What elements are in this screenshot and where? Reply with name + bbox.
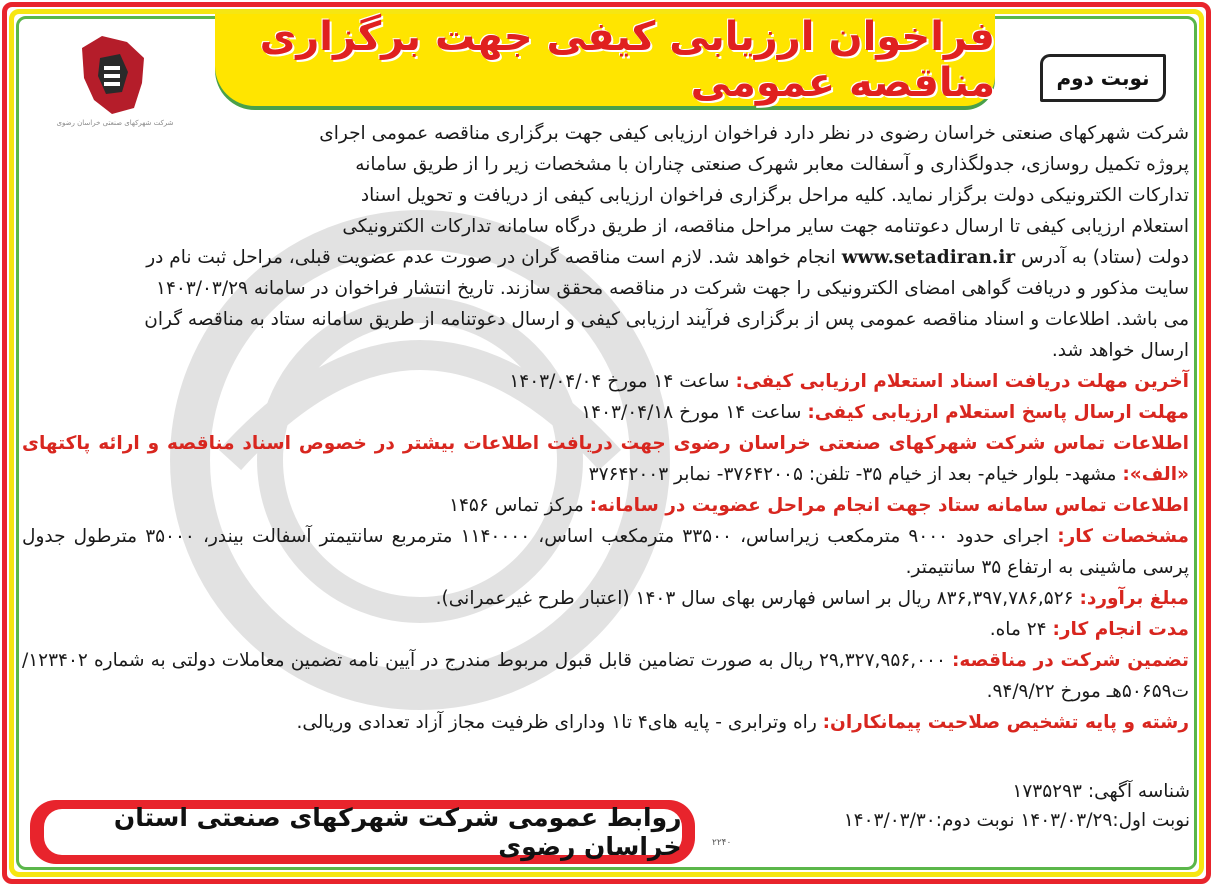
ad-id: شناسه آگهی: ۱۷۳۵۲۹۳: [1012, 781, 1190, 802]
item-label: رشته و پایه تشخیص صلاحیت پیمانکاران:: [822, 712, 1189, 733]
body-line: سایت مذکور و دریافت گواهی امضای الکترونیکی را جهت شرکت در مناقصه محقق سازند. تاریخ انتشار فراخوان در سامانه ۱۴۰۳/۰۳/۲۹: [156, 278, 1189, 299]
footer-banner-text: روابط عمومی شرکت شهرکهای صنعتی استان خراسان رضوی: [44, 809, 682, 855]
item-value: راه وترابری - پایه های۴ تا۱ ودارای ظرفیت مجاز آزاد تعدادی وریالی.: [296, 712, 817, 733]
item-value: اجرای حدود ۹۰۰۰ مترمکعب زیراساس، ۳۳۵۰۰ مترمکعب اساس، ۱۱۴۰۰۰۰ مترمربع سانتیمتر آسفالت بیندر، ۳۵۰۰۰ مترطول جدول پرسی ماشینی به ارتفاع ۳۵ سانتیمتر.: [22, 526, 1189, 578]
item-label: اطلاعات تماس سامانه ستاد جهت انجام مراحل عضویت در سامانه:: [589, 495, 1189, 516]
intro-line: پروژه تکمیل روسازی، جدولگذاری و آسفالت معابر شهرک صنعتی چناران با مشخصات زیر را از طریق سامانه: [355, 154, 1189, 175]
intro-line: تدارکات الکترونیکی دولت برگزار نماید. کلیه مراحل برگزاری فراخوان ارزیابی کیفی از دریافت و تحویل اسناد: [360, 185, 1189, 206]
item-response-deadline: [22, 397, 1189, 428]
item-work-specs: [22, 521, 1189, 583]
item-doc-deadline: [22, 366, 1189, 397]
announcement-body: [22, 118, 1189, 808]
setad-line-before: دولت (ستاد) به آدرس: [1021, 247, 1189, 268]
intro-paragraph: [222, 118, 1189, 242]
round-badge: نوبت دوم: [1040, 54, 1166, 102]
item-qualification: [22, 707, 1189, 738]
setad-url-link[interactable]: www.setadiran.ir: [841, 247, 1016, 268]
item-label: اطلاعات تماس شرکت شهرکهای صنعتی خراسان رضوی جهت دریافت اطلاعات بیشتر در خصوص اسناد مناقصه و ارائه پاکتهای «الف»:: [22, 433, 1189, 485]
item-value: ساعت ۱۴ مورخ ۱۴۰۳/۰۴/۰۴: [509, 371, 730, 392]
item-label: مبلغ برآورد:: [1079, 588, 1189, 609]
footer-info: [770, 777, 1190, 835]
item-label: مشخصات کار:: [1057, 526, 1190, 547]
item-label: تضمین شرکت در مناقصه:: [952, 650, 1189, 671]
item-value: ۸۳۶,۳۹۷,۷۸۶,۵۲۶ ریال بر اساس فهارس بهای سال ۱۴۰۳ (اعتبار طرح غیرعمرانی).: [435, 588, 1074, 609]
intro-line: استعلام ارزیابی کیفی تا ارسال دعوتنامه جهت سایر مراحل مناقصه، از طریق درگاه سامانه تدارکات الکترونیکی: [342, 216, 1189, 237]
title-banner: [215, 14, 995, 106]
item-label: مدت انجام کار:: [1052, 619, 1189, 640]
item-company-contact: [22, 428, 1189, 490]
item-value: ۲۴ ماه.: [989, 619, 1047, 640]
setad-line: [22, 242, 1189, 273]
item-guarantee: [22, 645, 1189, 707]
print-code: ۲۲۴۰: [712, 838, 732, 848]
item-value: مشهد- بلوار خیام- بعد از خیام ۳۵- تلفن: ۳۷۶۴۲۰۰۵- نمابر ۳۷۶۴۲۰۰۳: [588, 464, 1117, 485]
setad-line-after: انجام خواهد شد. لازم است مناقصه گران در صورت عدم عضویت قبلی، مراحل ثبت نام در: [146, 247, 836, 268]
page-title: فراخوان ارزیابی کیفی جهت برگزاری مناقصه عمومی: [259, 14, 995, 106]
item-value: مرکز تماس ۱۴۵۶: [449, 495, 584, 516]
footer-banner: [30, 800, 695, 864]
body-line: ارسال خواهد شد.: [1051, 340, 1189, 361]
item-value: ۲۹,۳۲۷,۹۵۶,۰۰۰ ریال به صورت تضامین قابل قبول مربوط مندرج در آیین نامه تضمین معاملات دولتی به شماره ۱۲۳۴۰۲/ت۵۰۶۵۹هـ مورخ ۹۴/۹/۲۲.: [22, 650, 1189, 702]
item-setad-contact: [22, 490, 1189, 521]
intro-line: شرکت شهرکهای صنعتی خراسان رضوی در نظر دارد فراخوان ارزیابی کیفی جهت برگزاری مناقصه عمومی اجرای: [319, 123, 1189, 144]
body-line: می باشد. اطلاعات و اسناد مناقصه عمومی پس از برگزاری فرآیند ارزیابی کیفی و ارسال دعوتنامه از طریق سامانه ستاد به مناقصه گران: [144, 309, 1189, 330]
item-value: ساعت ۱۴ مورخ ۱۴۰۳/۰۴/۱۸: [581, 402, 802, 423]
item-label: آخرین مهلت دریافت اسناد استعلام ارزیابی کیفی:: [735, 371, 1189, 392]
khorasan-map-logo-icon: [72, 28, 152, 118]
item-duration: [22, 614, 1189, 645]
item-label: مهلت ارسال پاسخ استعلام ارزیابی کیفی:: [807, 402, 1189, 423]
logo-caption: شرکت شهرکهای صنعتی خراسان رضوی: [56, 119, 174, 127]
item-estimate: [22, 583, 1189, 614]
publish-dates: نوبت اول:۱۴۰۳/۰۳/۲۹ نوبت دوم:۱۴۰۳/۰۳/۳۰: [843, 810, 1190, 831]
